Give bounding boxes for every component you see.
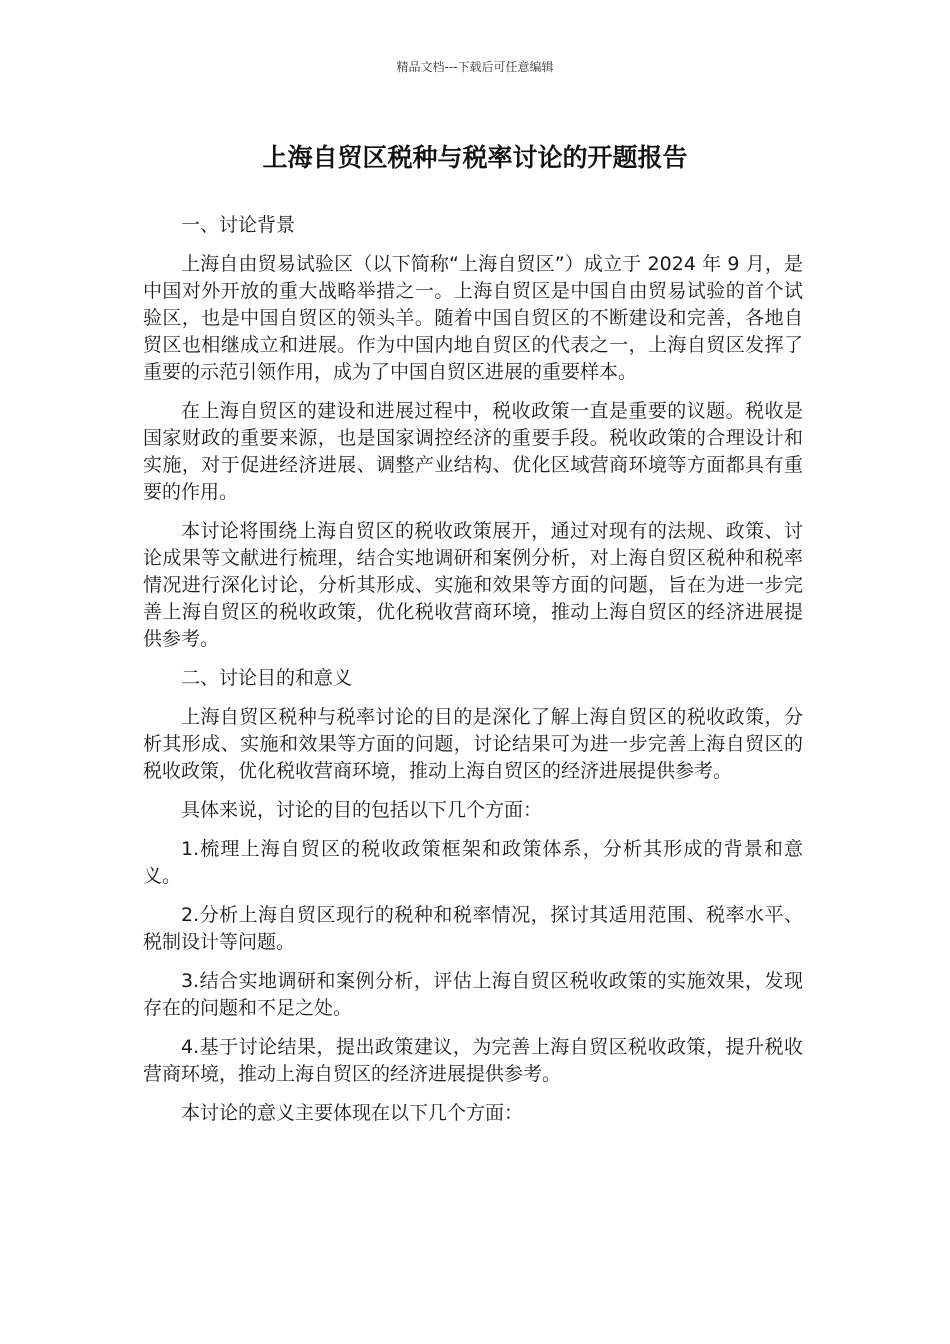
list-item-purpose-1: 1.梳理上海自贸区的税收政策框架和政策体系，分析其形成的背景和意义。 bbox=[143, 838, 803, 887]
paragraph-background-1: 上海自由贸易试验区（以下简称“上海自贸区”）成立于 2024 年 9 月，是中国对外开放的重大战略举措之一。上海自贸区是中国自由贸易试验的首个试验区，也是中国自贸区的领头羊。随着中国自贸区的不断建设和完善，各地自贸区也相继成立和进展。作为中国内地自贸区的代表之一，上海自贸区发挥了重要的示范引领作用，成为了中国自贸区进展的重要样本。 bbox=[143, 253, 803, 383]
document-body bbox=[143, 212, 803, 1139]
page-header-watermark: 精品文档---下载后可任意编辑 bbox=[396, 60, 554, 74]
paragraph-purpose-2: 具体来说，讨论的目的包括以下几个方面： bbox=[181, 799, 543, 821]
section-heading-background: 一、讨论背景 bbox=[181, 214, 296, 236]
paragraph-background-2: 在上海自贸区的建设和进展过程中，税收政策一直是重要的议题。税收是国家财政的重要来源，也是国家调控经济的重要手段。税收政策的合理设计和实施，对于促进经济进展、调整产业结构、优化区域营商环境等方面都具有重要的作用。 bbox=[143, 400, 803, 503]
paragraph-background-3: 本讨论将围绕上海自贸区的税收政策展开，通过对现有的法规、政策、讨论成果等文献进行梳理，结合实地调研和案例分析，对上海自贸区税种和税率情况进行深化讨论，分析其形成、实施和效果等方面的问题，旨在为进一步完善上海自贸区的税收政策，优化税收营商环境，推动上海自贸区的经济进展提供参考。 bbox=[143, 520, 803, 650]
paragraph-significance-intro: 本讨论的意义主要体现在以下几个方面： bbox=[181, 1102, 524, 1124]
document-title: 上海自贸区税种与税率讨论的开题报告 bbox=[262, 143, 688, 172]
section-heading-purpose: 二、讨论目的和意义 bbox=[181, 667, 353, 689]
paragraph-purpose-1: 上海自贸区税种与税率讨论的目的是深化了解上海自贸区的税收政策，分析其形成、实施和效果等方面的问题，讨论结果可为进一步完善上海自贸区的税收政策，优化税收营商环境，推动上海自贸区的经济进展提供参考。 bbox=[143, 706, 803, 782]
list-item-purpose-4: 4.基于讨论结果，提出政策建议，为完善上海自贸区税收政策，提升税收营商环境，推动上海自贸区的经济进展提供参考。 bbox=[143, 1036, 803, 1085]
list-item-purpose-2: 2.分析上海自贸区现行的税种和税率情况，探讨其适用范围、税率水平、税制设计等问题。 bbox=[143, 904, 803, 953]
list-item-purpose-3: 3.结合实地调研和案例分析，评估上海自贸区税收政策的实施效果，发现存在的问题和不足之处。 bbox=[143, 970, 803, 1019]
